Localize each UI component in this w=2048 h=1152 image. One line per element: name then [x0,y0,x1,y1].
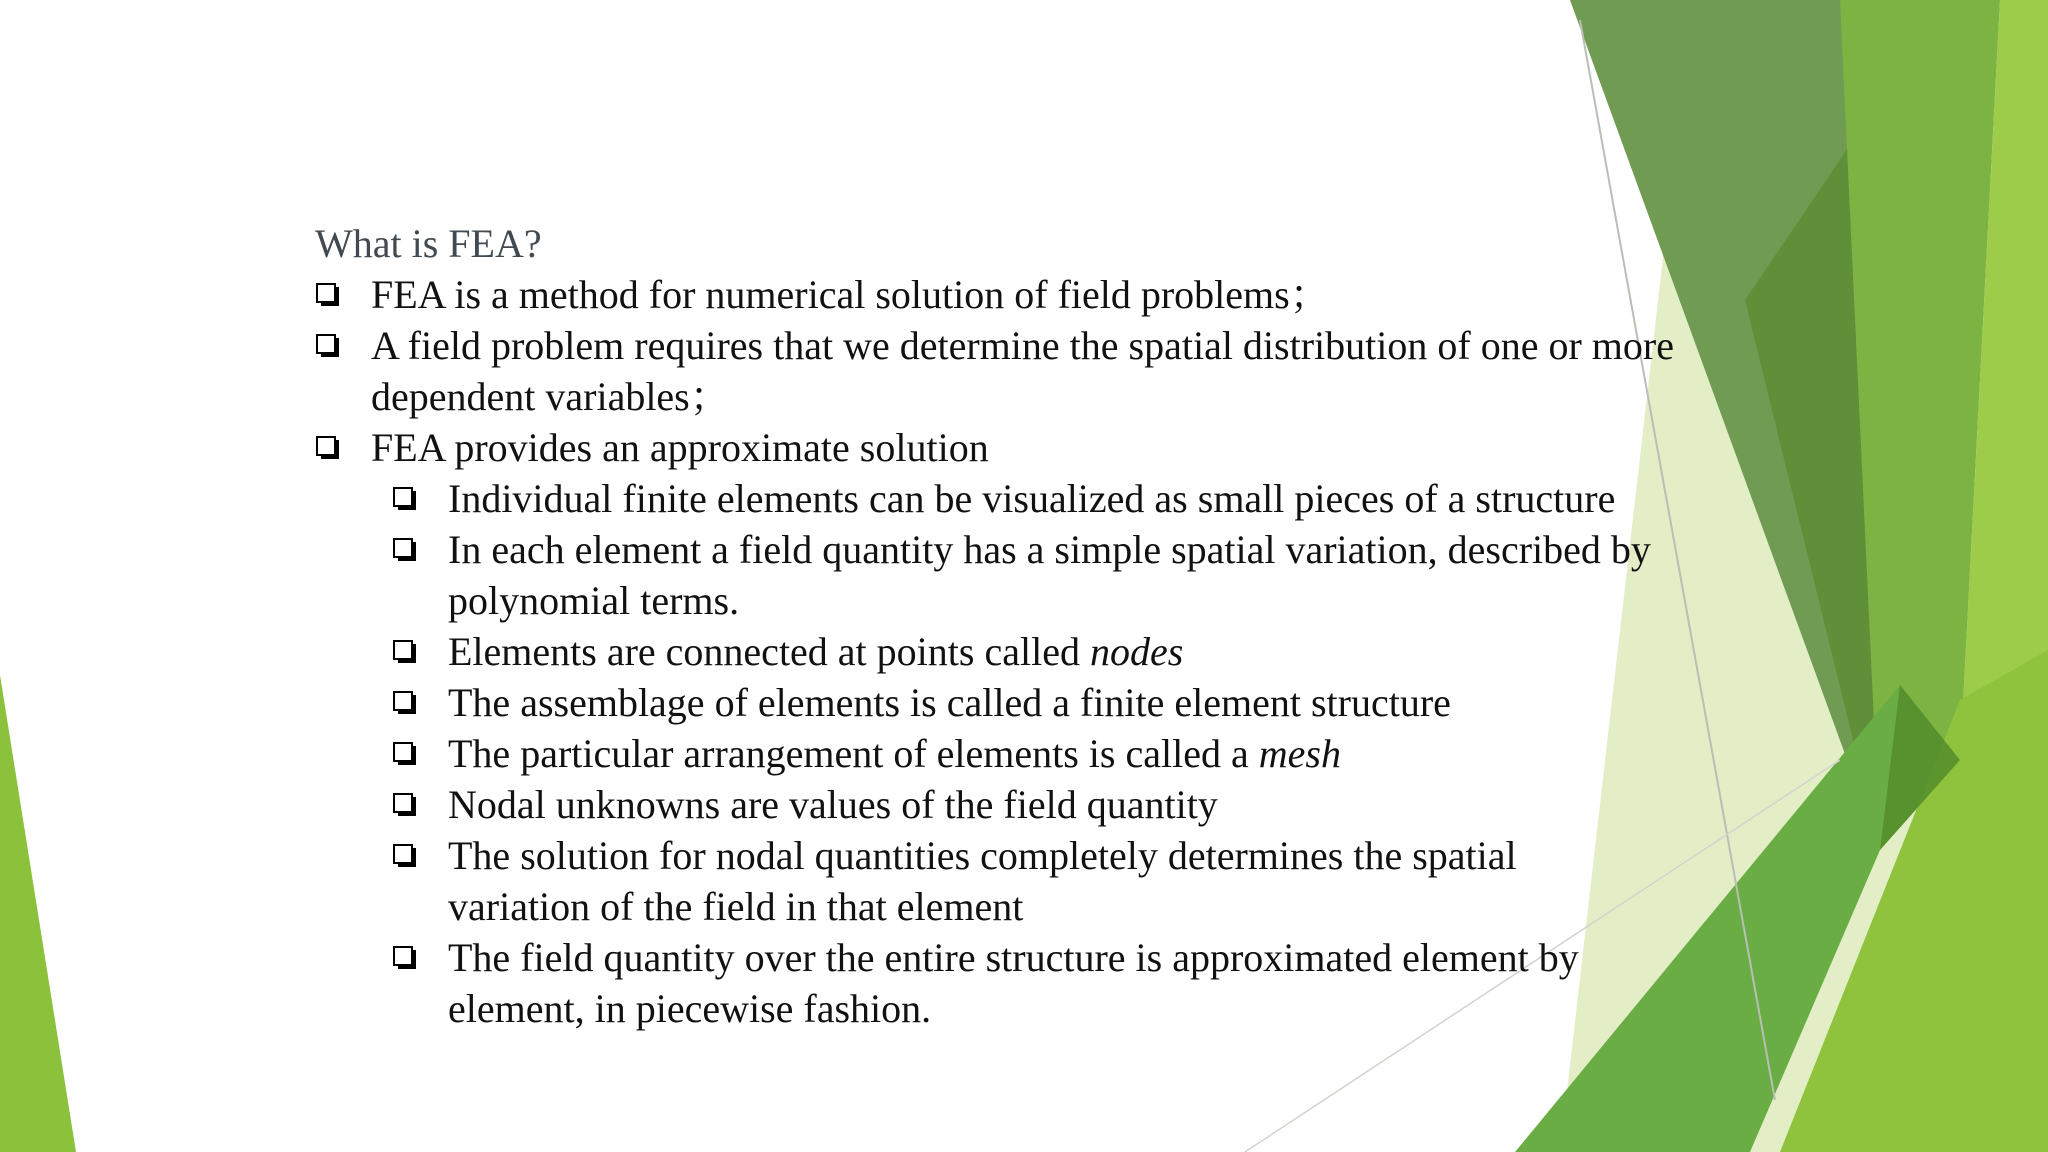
sub-bullet-item [315,779,1755,830]
sub-bullet-item [315,626,1755,677]
bullet-list [315,269,1755,1034]
checkbox-bullet-icon [316,436,340,460]
left-edge-triangle [0,675,76,1152]
bullet-item [315,269,1755,320]
bullet-text: A field problem requires that we determine the spatial distribution of one or more dependent variables； [371,323,1674,419]
slide-title: What is FEA? [315,221,542,266]
bullet-text: FEA is a method for numerical solution of field problems； [371,272,1330,317]
sub-bullet-text: Elements are connected at points called [448,629,1090,674]
checkbox-bullet-icon [393,691,417,715]
checkbox-bullet-icon [393,487,417,511]
sub-bullet-text: The assemblage of elements is called a finite element structure [448,680,1451,725]
checkbox-bullet-icon [393,793,417,817]
checkbox-bullet-icon [393,538,417,562]
sub-bullet-text: The particular arrangement of elements is called a [448,731,1259,776]
checkbox-bullet-icon [316,334,340,358]
sub-bullet-item [315,830,1755,932]
slide-content [315,218,1755,1034]
sub-bullet-item [315,932,1755,1034]
sub-bullet-text: Nodal unknowns are values of the field quantity [448,782,1218,827]
emphasis-nodes: nodes [1089,629,1184,674]
sub-bullet-text: The solution for nodal quantities completely determines the spatial variation of the field in that element [448,833,1517,929]
sub-bullet-item [315,728,1755,779]
bullet-text: FEA provides an approximate solution [371,425,989,470]
emphasis-mesh: mesh [1258,731,1341,776]
bullet-item [315,320,1755,422]
sub-bullet-item [315,524,1755,626]
sub-bullet-item [315,677,1755,728]
sub-bullet-text: The field quantity over the entire structure is approximated element by element, in piecewise fashion. [448,935,1579,1031]
checkbox-bullet-icon [393,946,417,970]
checkbox-bullet-icon [316,283,340,307]
sub-bullet-text: In each element a field quantity has a simple spatial variation, described by polynomial terms. [448,527,1651,623]
bullet-item [315,422,1755,473]
checkbox-bullet-icon [393,640,417,664]
sub-bullet-item [315,473,1755,524]
checkbox-bullet-icon [393,742,417,766]
sub-bullet-text: Individual finite elements can be visualized as small pieces of a structure [448,476,1616,521]
checkbox-bullet-icon [393,844,417,868]
